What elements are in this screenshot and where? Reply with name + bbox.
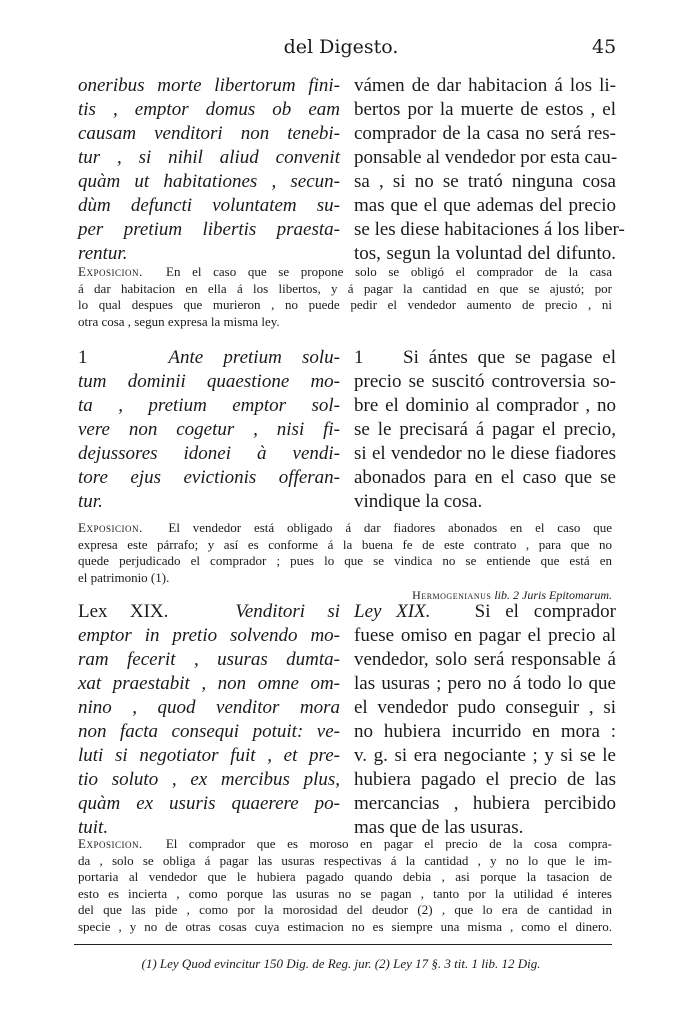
text-line: vendedor, solo será responsable á	[354, 649, 616, 670]
text-run: Si ántes que se pagase el	[403, 347, 616, 368]
text-line	[354, 346, 616, 370]
text-line: tio soluto , ex mercibus plus,	[78, 769, 340, 790]
exposicion-label: Exposicion.	[78, 520, 143, 535]
text-line: se le precisará á pagar el precio,	[354, 419, 616, 440]
latin-column-3	[78, 600, 340, 840]
text-line: mercancias , hubiera percibido	[354, 793, 616, 814]
text-line: á dar habitacion en ella á los libertos, y á pagar la cantidad en que se ajustó; por	[78, 280, 612, 296]
text-line: per pretium libertis praesta-	[78, 219, 340, 240]
text-line: tuit.	[78, 817, 109, 838]
running-head: del Digesto.	[283, 36, 399, 58]
paragraph-number: 1	[354, 347, 364, 368]
text-line	[78, 600, 340, 624]
exposicion-1	[78, 264, 612, 330]
text-line: las usuras ; pero no á todo lo que	[354, 673, 616, 694]
text-line: tos, segun la voluntad del difunto.	[354, 243, 616, 264]
text-line: no hubiera incurrido en mora :	[354, 721, 616, 742]
author-name: Hermogenianus	[412, 588, 492, 602]
text-line: nino , quod venditor mora	[78, 697, 340, 718]
text-line: quede perjudicado el comprador ; pues lo que se vindica no se entiende que está en	[78, 553, 612, 568]
text-line: causam venditori non tenebi-	[78, 123, 340, 144]
text-line	[354, 600, 616, 624]
text-line	[78, 346, 340, 370]
page-number: 45	[592, 36, 617, 58]
text-line: bertos por la muerte de estos , el	[354, 99, 616, 120]
text-line: dùm defuncti voluntatem su-	[78, 195, 340, 216]
latin-column-1	[78, 74, 340, 266]
text-line: el patrimonio (1).	[78, 569, 170, 585]
text-line: vindique la cosa.	[354, 491, 483, 512]
text-line: rentur.	[78, 243, 128, 264]
text-line: mas que el que ademas del precio	[354, 195, 616, 216]
text-run: Ante pretium solu-	[168, 347, 341, 368]
footnote: (1) Ley Quod evincitur 150 Dig. de Reg. jur. (2) Ley 17 §. 3 tit. 1 lib. 12 Dig.	[141, 956, 541, 971]
law-heading: Lex XIX.	[78, 601, 169, 622]
text-line: vere non cogetur , nisi fi-	[78, 419, 340, 440]
text-line	[78, 264, 612, 281]
text-line: fuese omiso en pagar el precio al	[354, 625, 616, 646]
text-line: emptor in pretio solvendo mo-	[78, 625, 340, 646]
text-line	[78, 520, 612, 537]
text-line: expresa este párrafo; y así es conforme á la buena fe de este contrato , para que no	[78, 536, 612, 552]
text-line: se les diese habitaciones á los liber-	[354, 219, 625, 240]
footnote-rule	[74, 944, 612, 945]
exposicion-2	[78, 520, 612, 586]
text-line: v. g. si era negociante ; y si se le	[354, 745, 616, 766]
source-reference: lib. 2 Juris Epitomarum.	[494, 588, 612, 602]
text-run: Venditori si	[235, 601, 341, 622]
text-line: luti si negotiator fuit , et pre-	[78, 745, 340, 766]
text-line: hubiera pagado el precio de las	[354, 769, 616, 790]
text-line: ta , pretium emptor sol-	[78, 395, 340, 416]
text-line: tum dominii quaestione mo-	[78, 371, 340, 392]
text-line: comprador de la casa no será res-	[354, 123, 616, 144]
text-run: Si el comprador	[474, 601, 616, 622]
text-line: non facta consequi potuit: ve-	[78, 721, 340, 742]
text-line: tur.	[78, 491, 103, 512]
text-line: quàm ut habitationes , secun-	[78, 171, 340, 192]
exposicion-label: Exposicion.	[78, 836, 143, 851]
text-line: dejussores idonei à vendi-	[78, 443, 340, 464]
text-line: del que las pide , como por la morosidad del deudor (2) , que lo era de cantidad in	[78, 902, 612, 917]
spanish-column-3	[354, 600, 616, 840]
text-line: abonados para en el caso que se	[354, 467, 616, 488]
exposicion-3	[78, 836, 612, 935]
exposicion-label: Exposicion.	[78, 264, 143, 279]
text-line: precio se suscitó controversia so-	[354, 371, 616, 392]
text-line: lo qual despues que murieron , no puede pedir el vendedor aumento de precio , ni	[78, 297, 612, 312]
text-line: si el vendedor no le diese fiadores	[354, 443, 616, 464]
paragraph-number: 1	[78, 347, 88, 368]
text-line: tis , emptor domus ob eam	[78, 99, 340, 120]
text-line: da , solo se obliga á pagar las usuras respectivas á la cantidad , y no lo que le im-	[78, 852, 612, 868]
text-line: ponsable al vendedor por esta cau-	[354, 147, 618, 168]
text-run: En el caso que se propone solo se obligó el comprador de la casa	[166, 264, 613, 279]
spanish-column-1	[354, 74, 625, 266]
text-line: ram fecerit , usuras dumta-	[78, 649, 340, 670]
text-line: mas que de las usuras.	[354, 817, 524, 838]
text-line: vámen de dar habitacion á los li-	[354, 75, 616, 96]
text-line: tore ejus evictionis offeran-	[78, 467, 340, 488]
text-line: specie , y no de otras cosas cuya estimacion no es siempre una misma , como el dinero.	[78, 918, 612, 934]
text-line: el vendedor pudo conseguir , si	[354, 697, 616, 718]
text-line: otra cosa , segun expresa la misma ley.	[78, 313, 280, 329]
text-line: esto es incierta , como porque las usuras no se pagan , tanto por la utilidad é interes	[78, 885, 612, 901]
text-line: tur , si nihil aliud convenit	[78, 147, 340, 168]
law-heading: Ley XIX.	[354, 601, 431, 622]
text-line	[78, 836, 612, 853]
text-line: quàm ex usuris quaerere po-	[78, 793, 340, 814]
spanish-column-2	[354, 346, 616, 514]
text-run: El comprador que es moroso en pagar el precio de la cosa compra-	[165, 836, 612, 851]
latin-column-2	[78, 346, 340, 514]
text-line: portaria al vendedor que le hubiera pagado quando debia , asi porque la tasacion de	[78, 869, 612, 884]
text-line: xat praestabit , non omne om-	[78, 673, 340, 694]
text-run: El vendedor está obligado á dar fiadores abonados en el caso que	[168, 520, 612, 535]
text-line: bre el dominio al comprador , no	[354, 395, 616, 416]
text-line: oneribus morte libertorum fini-	[78, 75, 340, 96]
text-line: sa , si no se trató ninguna cosa	[354, 171, 616, 192]
